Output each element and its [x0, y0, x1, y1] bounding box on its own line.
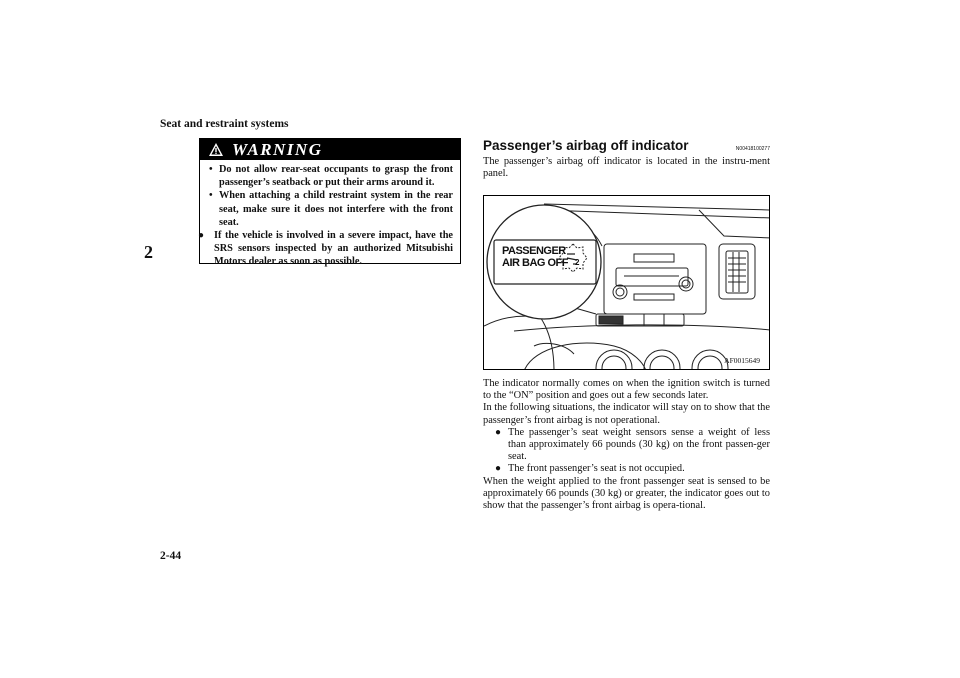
section-title — [483, 138, 770, 156]
indicator-label-line1: PASSENGER — [502, 245, 566, 257]
warning-item — [207, 189, 453, 229]
page-number: 2-44 — [160, 550, 182, 562]
bullet-marker: • — [209, 190, 213, 202]
bullet-marker: • — [209, 164, 213, 175]
indicator-label-line2: AIR BAG OFF — [502, 257, 568, 269]
bullet-marker: ● — [198, 230, 205, 242]
body-text — [483, 378, 770, 512]
body-bullet — [483, 463, 770, 475]
section-intro: The passenger’s airbag off indicator is located in the instru-ment panel. — [483, 156, 770, 180]
running-header: Seat and restraint systems — [160, 118, 289, 130]
figure-label: AF0015649 — [724, 356, 760, 365]
section-title-text: Passenger’s airbag off indicator — [483, 138, 689, 153]
warning-header — [200, 139, 460, 160]
body-bullet — [483, 427, 770, 464]
section-code: N00418100277 — [735, 146, 770, 152]
warning-item-text: When attaching a child restraint system in the rear seat, make sure it does not interfere with the front seat. — [219, 190, 453, 228]
warning-triangle-icon — [208, 142, 224, 157]
instrument-panel-figure — [483, 195, 770, 370]
bullet-marker-icon: ● — [495, 426, 502, 438]
bullet-text: The front passenger’s seat is not occupied. — [508, 463, 685, 475]
body-paragraph: In the following situations, the indicator will stay on to show that the passenger’s front airbag is not operational. — [483, 402, 770, 426]
body-paragraph: The indicator normally comes on when the ignition switch is turned to the “ON” position and goes out a few seconds later. — [483, 378, 770, 402]
body-paragraph: When the weight applied to the front passenger seat is sensed to be approximately 66 pounds (30 kg) or greater, the indicator goes out to show that the passenger’s front airbag is opera-tional. — [483, 475, 770, 512]
section — [483, 138, 770, 180]
bullet-marker-icon: ● — [495, 463, 502, 475]
chapter-tab: 2 — [144, 242, 153, 262]
warning-body — [200, 160, 460, 269]
indicator-symbol-number: 2 — [575, 258, 580, 267]
bullet-text: The passenger’s seat weight sensors sense a weight of less than approximately 66 pounds (30 kg) on the front passen-ger seat. — [508, 426, 770, 463]
warning-title: WARNING — [232, 140, 323, 159]
warning-box — [198, 138, 461, 268]
warning-item — [198, 229, 453, 269]
warning-item-text: Do not allow rear-seat occupants to grasp the front passenger’s seatback or put their arms around it. — [219, 164, 453, 189]
warning-item — [207, 163, 453, 189]
warning-item-text: If the vehicle is involved in a severe impact, have the SRS sensors inspected by an authorized Mitsubishi Motors dealer as soon as possible. — [214, 230, 453, 268]
instrument-panel-illustration — [484, 196, 770, 370]
